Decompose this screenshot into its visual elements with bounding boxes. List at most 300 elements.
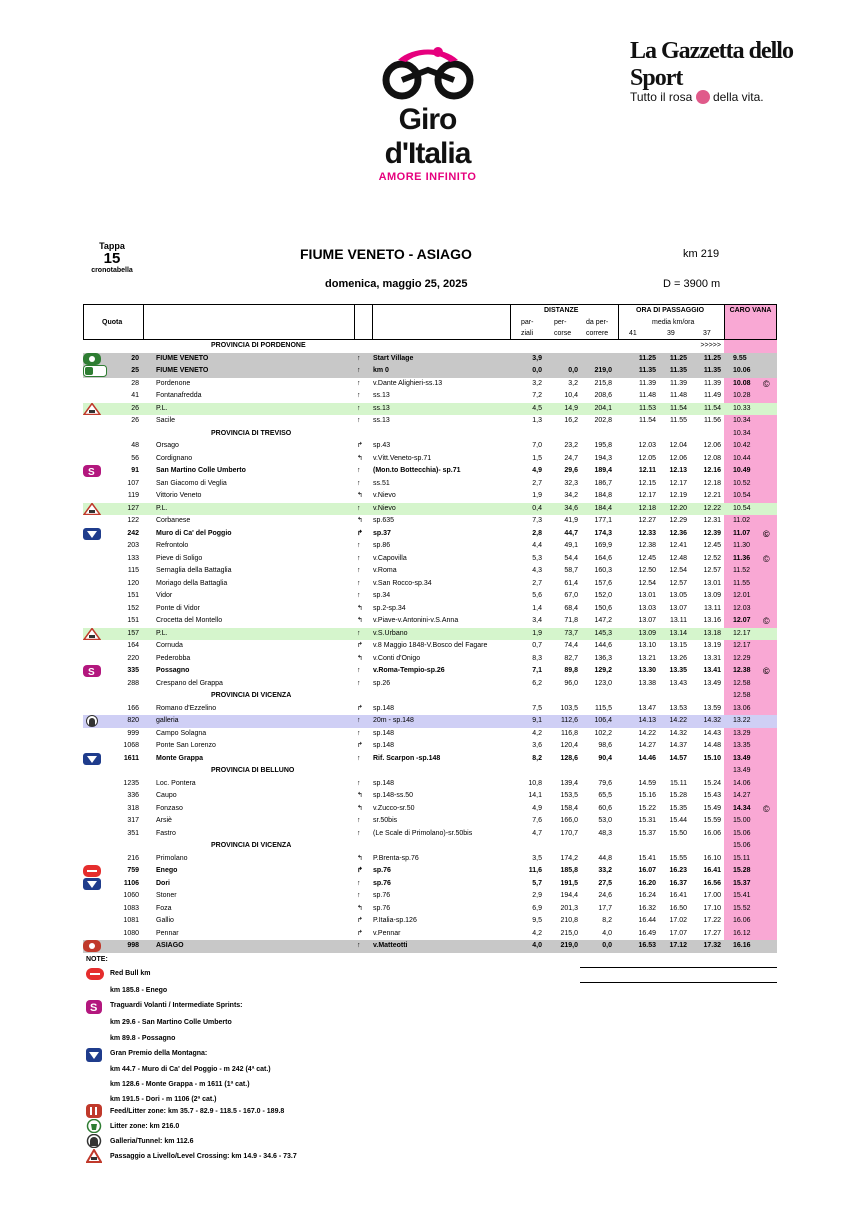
time-1: 14.59 [638, 779, 656, 787]
location: Enego [156, 867, 178, 874]
partial-km: 1,5 [532, 454, 542, 462]
covered-km: 61,4 [564, 579, 578, 587]
direction-arrow: ↰ [357, 804, 363, 812]
province-name: PROVINCIA DI TREVISO [211, 429, 292, 437]
time-1: 12.15 [638, 479, 656, 487]
quota: 127 [127, 504, 139, 512]
feed-zone-icon [86, 1104, 102, 1118]
time-2: 13.35 [669, 667, 687, 674]
level-crossing-icon [83, 503, 103, 515]
remaining-km: 174,3 [594, 529, 612, 537]
time-1: 13.30 [638, 667, 656, 674]
header-speed-1: 41 [629, 330, 637, 337]
note-feed: Feed/Litter zone: km 35.7 - 82.9 - 118.5 - 167.0 - 189.8 [110, 1108, 285, 1115]
time-1: 15.41 [638, 854, 656, 862]
time-1: 13.07 [638, 617, 656, 624]
gpm-icon [83, 878, 103, 890]
stage-badge [86, 241, 138, 274]
time-2: 11.25 [669, 354, 687, 362]
remaining-km: 157,6 [594, 579, 612, 587]
carovana-time: 12.07 [733, 617, 751, 624]
remaining-km: 164,6 [594, 554, 612, 562]
table-row [83, 440, 777, 453]
remaining-km: 90,4 [598, 754, 612, 762]
time-3: 16.06 [703, 829, 721, 837]
direction-arrow: ↑ [357, 892, 361, 899]
gpm-icon [83, 528, 103, 540]
road: sp.148 [373, 779, 395, 787]
quota: 999 [127, 729, 139, 737]
location: Corbanese [156, 517, 191, 524]
covered-km: 73,7 [564, 629, 578, 637]
covered-km: 0,0 [568, 367, 578, 374]
road: ss.51 [373, 479, 390, 487]
carovana-mark: © [763, 803, 770, 814]
covered-km: 128,6 [560, 754, 578, 762]
table-row [83, 865, 777, 878]
time-2: 11.35 [669, 367, 687, 374]
time-3: 16.41 [703, 867, 721, 874]
carovana-time: 15.00 [733, 817, 751, 824]
partial-km: 3,4 [532, 617, 542, 624]
partial-km: 1,4 [532, 604, 542, 612]
time-1: 16.44 [638, 917, 656, 924]
divider [580, 982, 777, 983]
table-row [83, 640, 777, 653]
quota: 151 [127, 592, 139, 599]
carovana-time: 9.55 [733, 354, 747, 362]
time-1: 13.10 [638, 642, 656, 649]
quota: 317 [127, 817, 139, 824]
location: Pederobba [156, 654, 191, 662]
quota: 1080 [123, 929, 139, 937]
quota: 120 [127, 579, 139, 587]
table-row [83, 653, 777, 666]
time-3: 17.27 [703, 929, 721, 937]
carovana-time: 13.35 [733, 742, 751, 749]
partial-km: 2,7 [532, 479, 542, 487]
remaining-km: 27,5 [598, 879, 612, 887]
carovana-time: 13.49 [733, 767, 751, 774]
time-2: 12.17 [669, 479, 687, 487]
carovana-time: 14.06 [733, 779, 751, 787]
covered-km: 71,8 [564, 617, 578, 624]
partial-km: 5,6 [532, 592, 542, 599]
covered-km: 89,8 [564, 667, 578, 674]
carovana-mark: © [763, 666, 770, 676]
time-2: 15.55 [669, 854, 687, 862]
note-level-crossing: Passaggio a Livello/Level Crossing: km 14.9 - 34.6 - 73.7 [110, 1153, 297, 1160]
rose-icon [696, 90, 710, 104]
location: Fontanafredda [156, 392, 202, 399]
time-1: 16.07 [638, 867, 656, 874]
time-3: 14.32 [703, 717, 721, 724]
time-2: 12.41 [669, 542, 687, 549]
direction-arrow: ↑ [357, 579, 361, 587]
carovana-time: 12.03 [733, 604, 751, 612]
partial-km: 7,2 [532, 392, 542, 399]
direction-arrow: ↑ [357, 942, 361, 949]
remaining-km: 44,8 [598, 854, 612, 862]
table-row [83, 365, 777, 378]
quota: 115 [127, 567, 139, 574]
time-2: 12.54 [669, 567, 687, 574]
giro-logo [355, 40, 500, 183]
carovana-time: 14.34 [733, 804, 751, 812]
province-name: PROVINCIA DI PORDENONE [211, 342, 306, 349]
sponsor-subtitle-b: della vita. [712, 90, 764, 104]
covered-km: 49,1 [564, 542, 578, 549]
covered-km: 103,5 [560, 704, 578, 712]
location: Fonzaso [156, 804, 183, 812]
time-3: 12.31 [703, 517, 721, 524]
remaining-km: 184,8 [594, 492, 612, 499]
location: Dori [156, 879, 170, 887]
note-gpm-title: Gran Premio della Montagna: [110, 1050, 208, 1057]
road: sp.148 [373, 729, 395, 737]
direction-arrow: ↰ [357, 492, 363, 499]
remaining-km: 129,2 [594, 667, 612, 674]
time-2: 11.39 [670, 379, 687, 387]
road: sp.148 [373, 742, 395, 749]
covered-km: 44,7 [564, 529, 578, 537]
location: Primolano [156, 854, 188, 862]
direction-arrow: ↑ [357, 829, 361, 837]
partial-km: 2,7 [532, 579, 542, 587]
quota: 1068 [123, 742, 139, 749]
location: Crocetta del Montello [156, 617, 223, 624]
time-3: 13.09 [703, 592, 721, 599]
table-header [83, 304, 777, 340]
province-row [83, 690, 777, 703]
covered-km: 219,0 [560, 942, 578, 949]
direction-arrow: ↰ [357, 792, 363, 799]
sponsor-subtitle [630, 90, 810, 104]
road: ss.13 [373, 392, 390, 399]
partial-km: 7,3 [532, 517, 542, 524]
time-1: 14.13 [638, 717, 656, 724]
time-3: 13.59 [703, 704, 721, 712]
table-row [83, 615, 777, 628]
remaining-km: 150,6 [594, 604, 612, 612]
time-3: 11.56 [704, 417, 721, 424]
note-tunnel: Galleria/Tunnel: km 112.6 [110, 1138, 194, 1145]
time-3: 12.08 [703, 454, 721, 462]
table-row [83, 940, 777, 953]
remaining-km: 189,4 [594, 467, 612, 474]
partial-km: 1,9 [532, 629, 542, 637]
direction-arrow: ↑ [357, 392, 361, 399]
quota: 26 [131, 417, 139, 424]
road: (Le Scale di Primolano)-sr.50bis [373, 829, 473, 837]
time-1: 11.35 [638, 367, 656, 374]
sponsor-logo [630, 38, 810, 104]
note-sprint-1: km 29.6 - San Martino Colle Umberto [110, 1019, 232, 1026]
stage-title: FIUME VENETO - ASIAGO [300, 246, 472, 262]
time-2: 14.22 [669, 717, 687, 724]
partial-km: 6,9 [532, 904, 542, 912]
quota: 28 [131, 379, 139, 387]
partial-km: 2,9 [532, 892, 542, 899]
partial-km: 7,1 [532, 667, 542, 674]
time-3: 12.22 [703, 504, 721, 512]
quota: 351 [127, 829, 139, 837]
direction-arrow: ↰ [357, 654, 363, 662]
direction-arrow: ↱ [357, 867, 363, 874]
time-2: 12.13 [669, 467, 687, 474]
carovana-time: 14.27 [733, 792, 751, 799]
direction-arrow: ↰ [357, 904, 363, 912]
carovana-time: 11.30 [733, 542, 750, 549]
covered-km: 23,2 [564, 442, 578, 449]
table-row [83, 678, 777, 691]
partial-km: 3,2 [532, 379, 542, 387]
table-row [83, 815, 777, 828]
remaining-km: 215,8 [594, 379, 612, 387]
direction-arrow: ↰ [357, 517, 363, 524]
start-icon [83, 353, 103, 365]
partial-km: 5,7 [532, 879, 542, 887]
covered-km: 215,0 [560, 929, 578, 937]
location: Loc. Pontera [156, 779, 196, 787]
gpm-icon [86, 1048, 102, 1062]
remaining-km: 102,2 [594, 729, 612, 737]
header-daper-a: da per- [586, 319, 609, 326]
remaining-km: 4,0 [602, 929, 612, 937]
time-1: 12.18 [638, 504, 656, 512]
carovana-time: 12.29 [733, 654, 751, 662]
road: sp.43 [373, 442, 391, 449]
time-3: 17.22 [703, 917, 721, 924]
location: FIUME VENETO [156, 367, 209, 374]
partial-km: 4,9 [532, 804, 542, 812]
covered-km: 10,4 [564, 392, 578, 399]
road: v.Nievo [373, 504, 396, 512]
quota: 151 [127, 617, 139, 624]
covered-km: 210,8 [560, 917, 578, 924]
remaining-km: 144,6 [594, 642, 612, 649]
carovana-time: 16.06 [733, 917, 751, 924]
remaining-km: 194,3 [594, 454, 612, 462]
carovana-time: 15.41 [733, 892, 751, 899]
time-3: 12.06 [703, 442, 721, 449]
partial-km: 4,9 [532, 467, 542, 474]
time-3: 13.41 [703, 667, 721, 674]
quota: 1611 [123, 754, 139, 762]
time-3: 17.00 [703, 892, 721, 899]
covered-km: 166,0 [560, 817, 578, 824]
time-2: 13.05 [669, 592, 687, 599]
carovana-time: 10.34 [733, 429, 751, 437]
partial-km: 3,5 [532, 854, 542, 862]
location: Fastro [156, 829, 176, 837]
location: Ponte San Lorenzo [156, 742, 216, 749]
quota: 157 [127, 629, 139, 637]
quota: 41 [131, 392, 139, 399]
time-3: 15.49 [703, 804, 721, 812]
time-2: 13.43 [669, 679, 687, 687]
time-2: 13.15 [669, 642, 687, 649]
time-1: 11.39 [639, 379, 656, 387]
partial-km: 1,9 [532, 492, 542, 499]
location: Arsiè [156, 817, 172, 824]
note-litter: Litter zone: km 216.0 [110, 1123, 180, 1130]
quota: 998 [127, 942, 139, 949]
location: galleria [156, 717, 179, 724]
partial-km: 0,4 [532, 504, 542, 512]
remaining-km: 202,8 [594, 417, 612, 424]
direction-arrow: ↑ [357, 467, 361, 474]
partial-km: 4,4 [532, 542, 542, 549]
remaining-km: 123,0 [594, 679, 612, 687]
table-row [83, 753, 777, 766]
road: v.8 Maggio 1848-V.Bosco del Fagare [373, 642, 488, 649]
covered-km: 96,0 [564, 679, 578, 687]
time-1: 12.03 [638, 442, 656, 449]
time-1: 16.49 [638, 929, 656, 937]
quota: 242 [127, 529, 139, 537]
time-1: 12.11 [638, 467, 656, 474]
carovana-mark: © [763, 553, 770, 564]
remaining-km: 33,2 [598, 867, 612, 874]
covered-km: 29,6 [564, 467, 578, 474]
location: ASIAGO [156, 942, 184, 949]
table-row [83, 465, 777, 478]
partial-km: 7,6 [532, 817, 542, 824]
svg-text:S: S [88, 667, 95, 677]
road: sr.50bis [373, 817, 398, 824]
quota: 820 [127, 717, 139, 724]
province-name: PROVINCIA DI VICENZA [211, 842, 292, 849]
carovana-time: 12.58 [733, 692, 751, 699]
carovana-mark: © [763, 528, 770, 539]
quota: 336 [127, 792, 139, 799]
partial-km: 14,1 [528, 792, 542, 799]
sponsor-title: La Gazzetta dello Sport [630, 38, 793, 91]
covered-km: 191,5 [560, 879, 578, 887]
road: P.Brenta-sp.76 [373, 854, 419, 862]
time-1: 14.46 [638, 754, 656, 762]
remaining-km: 145,3 [594, 629, 612, 637]
covered-km: 74,4 [564, 642, 578, 649]
time-2: 16.23 [669, 867, 687, 874]
table-row [83, 378, 777, 391]
carovana-time: 15.11 [733, 854, 750, 862]
covered-km: 54,4 [564, 554, 578, 562]
partial-km: 4,2 [532, 729, 542, 737]
header-ora: ORA DI PASSAGGIO [636, 307, 705, 314]
carovana-time: 11.55 [733, 579, 750, 587]
svg-text:S: S [88, 467, 95, 477]
partial-km: 0,7 [532, 642, 542, 649]
time-2: 11.55 [670, 417, 687, 424]
time-3: 14.43 [703, 729, 721, 737]
covered-km: 32,3 [564, 479, 578, 487]
remaining-km: 8,2 [602, 917, 612, 924]
direction-arrow: ↑ [357, 567, 361, 574]
road: v.Vitt.Veneto-sp.71 [373, 454, 432, 462]
level-crossing-icon [83, 628, 103, 640]
table-row [83, 390, 777, 403]
finish-icon [83, 940, 103, 952]
time-2: 15.50 [669, 829, 687, 837]
direction-arrow: ↑ [357, 354, 361, 362]
sprint-icon [86, 1000, 102, 1014]
partial-km: 6,2 [532, 679, 542, 687]
location: Romano d'Ezzelino [156, 704, 217, 712]
level-crossing-icon [83, 403, 103, 415]
location: Pordenone [156, 379, 191, 387]
partial-km: 9,1 [532, 717, 542, 724]
time-1: 12.27 [638, 517, 656, 524]
time-2: 12.29 [669, 517, 687, 524]
direction-arrow: ↱ [357, 704, 363, 712]
location: FIUME VENETO [156, 354, 209, 362]
table-row [83, 540, 777, 553]
time-2: 12.20 [669, 504, 687, 512]
crono-label: cronotabella [91, 267, 133, 274]
partial-km: 0,0 [532, 367, 542, 374]
location: P.L. [156, 629, 168, 637]
time-2: 12.48 [669, 554, 687, 562]
itinerary-table [83, 340, 777, 953]
note-sprint-title: Traguardi Volanti / Intermediate Sprints: [110, 1002, 243, 1009]
time-3: 13.11 [704, 604, 721, 612]
time-1: 15.37 [638, 829, 656, 837]
quota: 91 [131, 467, 139, 474]
time-1: 13.38 [638, 679, 656, 687]
time-1: 12.45 [638, 554, 656, 562]
road: 20m - sp.148 [373, 717, 414, 724]
stage-date: domenica, maggio 25, 2025 [325, 278, 468, 290]
table-row [83, 565, 777, 578]
time-2: 12.19 [669, 492, 687, 499]
table-row [83, 415, 777, 428]
time-2: 11.54 [670, 404, 687, 412]
partial-km: 3,9 [532, 354, 542, 362]
carovana-time: 11.02 [733, 517, 750, 524]
time-3: 16.10 [703, 854, 721, 862]
remaining-km: 65,5 [598, 792, 612, 799]
direction-arrow: ↑ [357, 667, 361, 674]
carovana-time: 16.16 [733, 942, 751, 949]
road: sp.76 [373, 892, 391, 899]
table-row [83, 578, 777, 591]
carovana-time: 13.29 [733, 729, 751, 737]
header-speed-3: 37 [703, 330, 711, 337]
remaining-km: 17,7 [598, 904, 612, 912]
location: Ponte di Vidor [156, 604, 200, 612]
carovana-time: 16.12 [733, 929, 751, 937]
time-2: 12.04 [669, 442, 687, 449]
time-1: 13.03 [638, 604, 656, 612]
direction-arrow: ↑ [357, 479, 361, 487]
quota: 203 [127, 542, 139, 549]
header-parziali-b: ziali [521, 330, 534, 337]
table-row [83, 728, 777, 741]
time-1: 15.31 [638, 817, 656, 824]
table-row [83, 453, 777, 466]
time-1: 12.05 [638, 454, 656, 462]
carovana-time: 15.06 [733, 842, 751, 849]
time-2: 16.37 [669, 879, 687, 887]
redbull-icon [86, 967, 104, 981]
location: Moriago della Battaglia [156, 579, 228, 587]
location: Vidor [156, 592, 173, 599]
time-1: 13.01 [638, 592, 656, 599]
direction-arrow: ↑ [357, 679, 361, 687]
remaining-km: 53,0 [598, 817, 612, 824]
